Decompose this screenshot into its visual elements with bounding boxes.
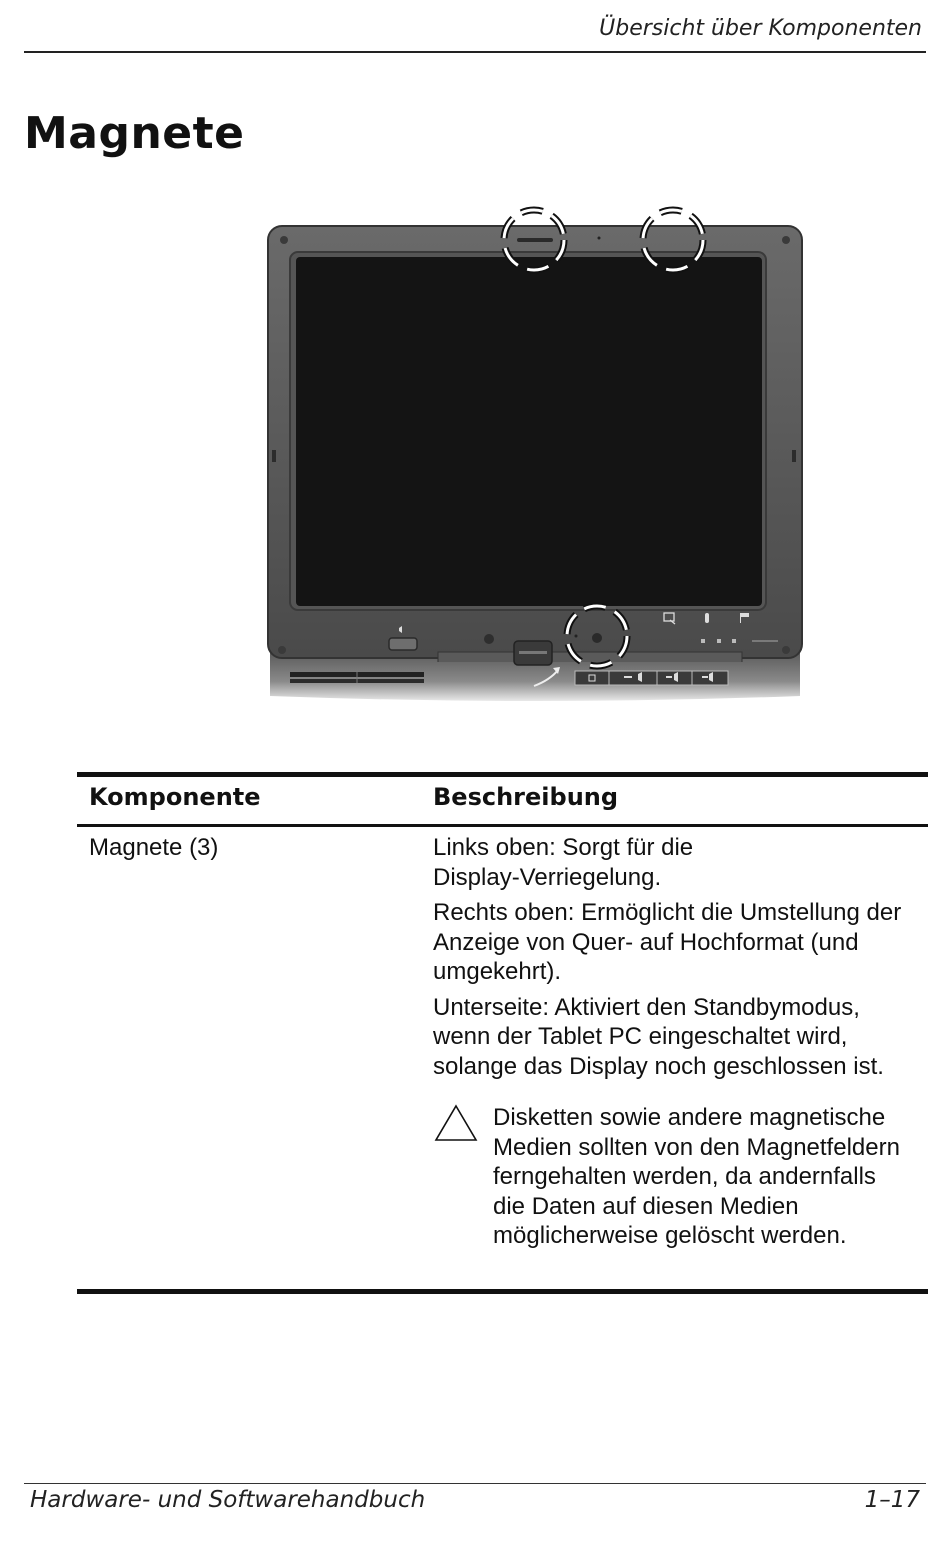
- description-bottom: Unterseite: Aktiviert den Standbymodus, wenn der Tablet PC eingeschaltet wird, solange das Display noch geschlossen ist.: [433, 993, 884, 1080]
- column-header-description: Beschreibung: [433, 783, 619, 811]
- running-header: Übersicht über Komponenten: [599, 16, 922, 41]
- warning-triangle-icon: [433, 1103, 479, 1143]
- section-title: Magnete: [24, 108, 245, 159]
- footer-rule: [24, 1483, 926, 1484]
- caution-text: Disketten sowie andere magnetische Medien sollten von den Magnetfeldern ferngehalten werden, da andernfalls die Daten auf diesen Medien möglicherweise gelöscht werden.: [493, 1104, 900, 1249]
- display-bezel: [268, 226, 802, 665]
- table-header-row: [77, 777, 928, 824]
- footer-page-number: 1–17: [864, 1487, 920, 1513]
- footer-book-title: Hardware- und Softwarehandbuch: [30, 1487, 426, 1513]
- component-name: Magnete (3): [89, 834, 219, 861]
- header-rule: [24, 51, 926, 53]
- pen-icon: [705, 613, 709, 623]
- table-row: [77, 827, 928, 1289]
- tablet-illustration: [262, 200, 808, 712]
- component-table: [77, 772, 928, 1294]
- description-top-left: Links oben: Sorgt für die Display-Verriegelung.: [433, 834, 694, 891]
- description-cell: [433, 833, 923, 1087]
- display-screen: [296, 257, 762, 606]
- description-top-right: Rechts oben: Ermöglicht die Umstellung der Anzeige von Quer- auf Hochformat (und umgekehrt).: [433, 899, 902, 985]
- column-header-component: Komponente: [89, 783, 261, 811]
- table-bottom-rule: [77, 1289, 928, 1294]
